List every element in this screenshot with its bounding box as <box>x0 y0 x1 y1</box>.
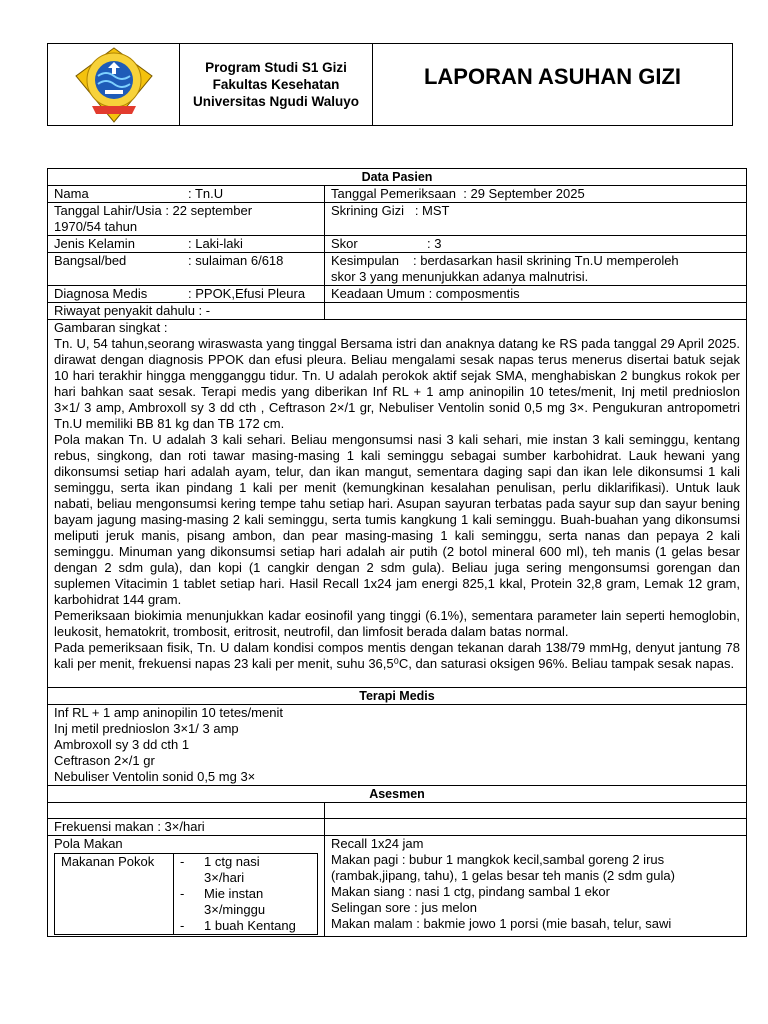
terapi-list <box>48 705 747 786</box>
makanan-pokok-table <box>54 853 318 935</box>
empty-cell <box>325 819 747 836</box>
empty-cell <box>325 803 747 819</box>
university-logo-icon <box>72 46 156 124</box>
recall-line: Recall 1x24 jam <box>331 836 424 851</box>
recall-line: Makan siang : nasi 1 ctg, pindang sambal 1 ekor <box>331 884 610 899</box>
list-item: - 1 buah Kentang <box>180 918 296 933</box>
terapi-item: Ambroxoll sy 3 dd cth 1 <box>54 737 190 752</box>
field-diagnosa: Diagnosa Medis : PPOK,Efusi Pleura <box>48 286 325 303</box>
field-frekuensi-makan: Frekuensi makan : 3×/hari <box>48 819 325 836</box>
program-info <box>180 44 373 125</box>
gambaran-paragraph: Pola makan Tn. U adalah 3 kali sehari. Beliau mengonsumsi nasi 3 kali sehari, mie instan 3 kali seminggu, kentang rebus, singkong, dan roti tawar masing-masing 1 kali seminggu sebagai sumber karbohidrat. Lauk hewani yang dikonsumsi setiap hari adalah ayam, telur, dan ikan mangut, sementara daging sapi dan ikan lele dikonsumsi 1 kali seminggu, serta ikan pindang 1 kali per menit (kemungkinan kesalahan penulisan, perlu diklarifikasi). Untuk lauk nabati, beliau mengonsumsi kering tempe tahu setiap hari. Asupan sayuran terbatas pada sayur sup dan sayur bening bayam jagung masing-masing 2 kali seminggu, serta tumis kangkung 1 kali seminggu. Buah-buahan yang dikonsumsi meliputi jeruk manis, pisang ambon, dan pear masing-masing 1 kali seminggu, serta nanas dan pepaya 2 kali seminggu. Minuman yang dikonsumsi setiap hari adalah air putih (2 botol mineral 600 ml), teh manis (1 gelas besar dengan 2 sdm gula), dan kopi (1 cangkir dengan 2 sdm gula). Beliau juga sering mengonsumsi gorengan dan suplemen Vitacimin 1 tablet setiap hari. Hasil Recall 1x24 jam energi 825,1 kkal, Protein 32,8 gram, Lemak 12 gram, karbohidrat 144 gram. <box>54 432 740 607</box>
faculty-line: Fakultas Kesehatan <box>212 77 340 92</box>
gambaran-paragraph: Pemeriksaan biokimia menunjukkan kadar eosinofil yang tinggi (6.1%), sementara parameter lain seperti hemoglobin, leukosit, hematokrit, trombosit, eritrosit, neutrofil, dan limfosit berada dalam batas normal. <box>54 608 740 639</box>
empty-cell <box>48 803 325 819</box>
field-bangsal: Bangsal/bed : sulaiman 6/618 <box>48 253 325 286</box>
field-jenis-kelamin: Jenis Kelamin : Laki-laki <box>48 236 325 253</box>
recall-line: (rambak,jipang, tahu), 1 gelas besar teh manis (2 sdm gula) <box>331 868 675 883</box>
gambaran-paragraph: Pada pemeriksaan fisik, Tn. U dalam kondisi compos mentis dengan tekanan darah 138/79 mmHg, denyut jantung 78 kali per menit, frekuensi napas 23 kali per menit, suhu 36,5⁰C, dan saturasi oksigen 96%. Beliau tampak sesak napas. <box>54 640 740 671</box>
makanan-pokok-label: Makanan Pokok <box>55 854 174 935</box>
section-asesmen: Asesmen <box>48 786 747 803</box>
recall-line: Selingan sore : jus melon <box>331 900 477 915</box>
recall-line: Makan malam : bakmie jowo 1 porsi (mie basah, telur, sawi <box>331 916 672 931</box>
field-skor: Skor : 3 <box>325 236 747 253</box>
pola-makan-cell <box>48 836 325 937</box>
field-keadaan-umum: Keadaan Umum : composmentis <box>325 286 747 303</box>
section-terapi-medis: Terapi Medis <box>48 688 747 705</box>
terapi-item: Inj metil prednioslon 3×1/ 3 amp <box>54 721 239 736</box>
recall-line: Makan pagi : bubur 1 mangkok kecil,sambal goreng 2 irus <box>331 852 665 867</box>
university-line: Universitas Ngudi Waluyo <box>192 94 360 109</box>
empty-cell <box>325 303 747 320</box>
field-tanggal-lahir: Tanggal Lahir/Usia : 22 september 1970/54 tahun <box>48 203 325 236</box>
field-tanggal-pemeriksaan: Tanggal Pemeriksaan : 29 September 2025 <box>325 186 747 203</box>
report-table <box>47 168 747 937</box>
field-skrining-gizi: Skrining Gizi : MST <box>325 203 747 236</box>
gambaran-label: Gambaran singkat : <box>54 320 168 335</box>
recall-cell <box>325 836 747 937</box>
makanan-pokok-items <box>174 854 318 935</box>
section-data-pasien: Data Pasien <box>48 169 747 186</box>
list-item: - 1 ctg nasi 3×/hari <box>180 854 260 885</box>
terapi-item: Inf RL + 1 amp aninopilin 10 tetes/menit <box>54 705 283 720</box>
program-line: Program Studi S1 Gizi <box>205 60 347 75</box>
report-header <box>47 43 733 126</box>
report-title: LAPORAN ASUHAN GIZI <box>423 63 682 89</box>
field-nama: Nama : Tn.U <box>48 186 325 203</box>
gambaran-singkat <box>48 320 747 688</box>
terapi-item: Ceftrason 2×/1 gr <box>54 753 155 768</box>
gambaran-paragraph: Tn. U, 54 tahun,seorang wiraswasta yang tinggal Bersama istri dan anaknya datang ke RS pada tanggal 29 April 2025. dirawat dengan diagnosis PPOK dan efusi pleura. Beliau mengalami sesak napas terus menerus disertai batuk sejak 10 hari terakhir hingga mengganggu tidur. Tn. U adalah perokok aktif sejak SMA, menghabiskan 2 bungkus rokok per hari bahkan saat sesak. Terapi medis yang diberikan Inf RL + 1 amp aninopilin 10 tetes/menit, Inj metil prednioslon 3×1/ 3 amp, Ambroxoll sy 3 dd cth , Ceftrason 2×/1 gr, Nebuliser Ventolin sonid 0,5 mg 3×. Pengukuran antropometri Tn.U memiliki BB 81 kg dan TB 172 cm. <box>54 336 740 431</box>
terapi-item: Nebuliser Ventolin sonid 0,5 mg 3× <box>54 769 256 784</box>
pola-makan-label: Pola Makan <box>54 836 123 851</box>
field-kesimpulan: Kesimpulan : berdasarkan hasil skrining Tn.U memperoleh skor 3 yang menunjukkan adanya malnutrisi. <box>325 253 747 286</box>
field-riwayat: Riwayat penyakit dahulu : - <box>48 303 325 320</box>
list-item: - Mie instan 3×/minggu <box>180 886 266 917</box>
university-logo-cell <box>48 44 180 125</box>
